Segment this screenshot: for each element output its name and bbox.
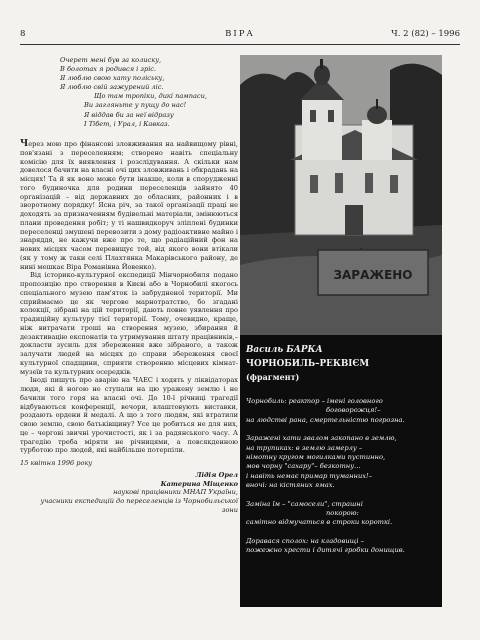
article-authors [20, 471, 238, 515]
author-role: учасники експедицій до переселенців із Чорнобильської [40, 497, 238, 505]
poem-line: І Тібет, і Урал, і Кавказ. [84, 119, 170, 128]
issue-label: Ч. 2 (82) – 1996 [391, 29, 460, 39]
author-role: наукові працівники МНАП України, [113, 488, 238, 497]
poem-author: Василь БАРКА [246, 345, 323, 355]
stanza [246, 500, 438, 528]
verse-line: пожежно хрести і дитячі гробки донищив. [246, 546, 405, 555]
poem-line: Ви загляньте у пущу до нас! [84, 101, 187, 110]
verse-line: боговорожця!– [326, 406, 381, 415]
verse-line: покорою: [326, 509, 359, 518]
verse-line: мов чорну "сахару"– безкотну... [246, 462, 361, 471]
poem-line: Я люблю свій зажурений ліс. [60, 83, 164, 92]
magazine-title: ВІРА [225, 29, 255, 39]
poem-line: В болотах я родився і зріс. [60, 65, 157, 74]
article-paragraph: Від історико-культурної експедиції Мінчорнобиля подано пропозицію про створення в Києві або в Чорнобилі якогось спеціального музею пам'яток із забрудненої території. Ми сприймаємо це як чергове марнотратство, бо згадані колекції, зібрані на цій території, дають повне уявлення про традиційну культуру тієї території. Тому, очевидно, краще, ніж витрачати гроші на створення музею, збирання й дезактивацію експонатів та утримування штату працівників,– докласти зусиль для збереження вже зібраного, а також залучати людей на місцях до справи збереження своєї культурної спадщини, сприяти створенню місцевих кімнат-музеїв та культурних осередків. [20, 271, 238, 376]
poem-line: Що там тропіки, дикі пампаси, [94, 92, 207, 101]
stanza [246, 537, 438, 556]
poem-title: ЧОРНОБИЛЬ–РЕКВІЄМ [246, 359, 370, 369]
article-column [20, 140, 238, 515]
stanza [246, 397, 438, 425]
poem-line: Я люблю свою хату поліську, [60, 74, 165, 83]
epigraph-poem [60, 56, 232, 129]
drop-cap: Ч [20, 139, 29, 149]
church-photo [240, 55, 442, 335]
verse-line: на трупиках: в землю замерлу – [246, 443, 363, 452]
requiem-box [240, 335, 442, 607]
verse-line: вночі: на кістяних ямах. [246, 481, 335, 490]
poem-line: Очерет мені був за колиску, [60, 56, 162, 64]
verse-line: і навіть немає примар туманних!– [246, 471, 373, 480]
warning-sign-text: ЗАРАЖЕНО [333, 268, 413, 282]
page-header [20, 29, 460, 43]
verse-line: Доравася сполох: на кладовищі – [246, 536, 364, 545]
page-number: 8 [20, 29, 26, 39]
poem-line: Я віддав би за неї відразу [84, 110, 174, 119]
poem-subtitle: (фрагмент) [246, 372, 300, 382]
stanza [246, 434, 438, 490]
photo-illustration [240, 55, 442, 335]
author-name: Катерина Міщенко [160, 479, 238, 488]
article-date: 15 квітня 1996 року [20, 459, 93, 467]
article-paragraph: Іноді пишуть про аварію на ЧАЕС і ходять у ліквідаторах люди, які й ногою не ступали на цю уражену землю і не бачили того горя на власні очі. До 10-ї річниці трагедії відбуваються конференції, вечори, влаштовують виставки, роздають ордени й медалі. А що з того людям, які втратили свою землю, свою батьківщину? Усе це робиться не для них, це – чергові звичні урочистості, як і за радянського часу. А трагедію треба міряти не річницями, а повсякденною турботою про людей, які найбільше потерпіли. [20, 376, 238, 455]
author-role: зони [221, 505, 238, 514]
verse-line: німотну кругом могилками пустинно, [246, 453, 386, 462]
verse-line: Заражені хати звалом закопано в землю, [246, 434, 397, 443]
header-rule [20, 44, 460, 45]
requiem-verse [246, 397, 438, 565]
verse-line: самітно відмучаться в строки короткі. [246, 518, 393, 527]
verse-line: Чорнобиль: реактор – імені головного [246, 397, 383, 405]
verse-line: на людстві рана, смертельністю погрозна. [246, 415, 405, 424]
verse-line: Заміна їм – "самосели", страшні [246, 499, 363, 508]
author-name: Лідія Орел [195, 470, 238, 479]
article-paragraph: Через мою про фінансові зловживання на найвищому рівні, пов'язані з переселенням; створено навіть спеціальну комісію для їх виявлення і розслідування. А скільки нам довелося бачити на власні очі цих зловживань і обкрадань на місцях! Та й як воно може бути інакше, коли в спорудженні того будиночка для родини переселенців зайнято 40 організацій – від державних до обласних, районних і в зворотному порядку! Ясна річ, за такої організації праці не доходять за призначенням будівельні матеріали, змінюються плани проведення робіт; у ті нашвидкоруч зліплені будинки переселенці змушені перевозити з дому радіоактивне майно і знаряддя, не кажучи вже про те, що радіаційний фон на нових місцях часом перевищує той, від якого вони втікали (як у тому ж таки селі Плахтянка Макарівського району, де нині мешкає Віра Романівна Йовенко). [20, 139, 238, 271]
